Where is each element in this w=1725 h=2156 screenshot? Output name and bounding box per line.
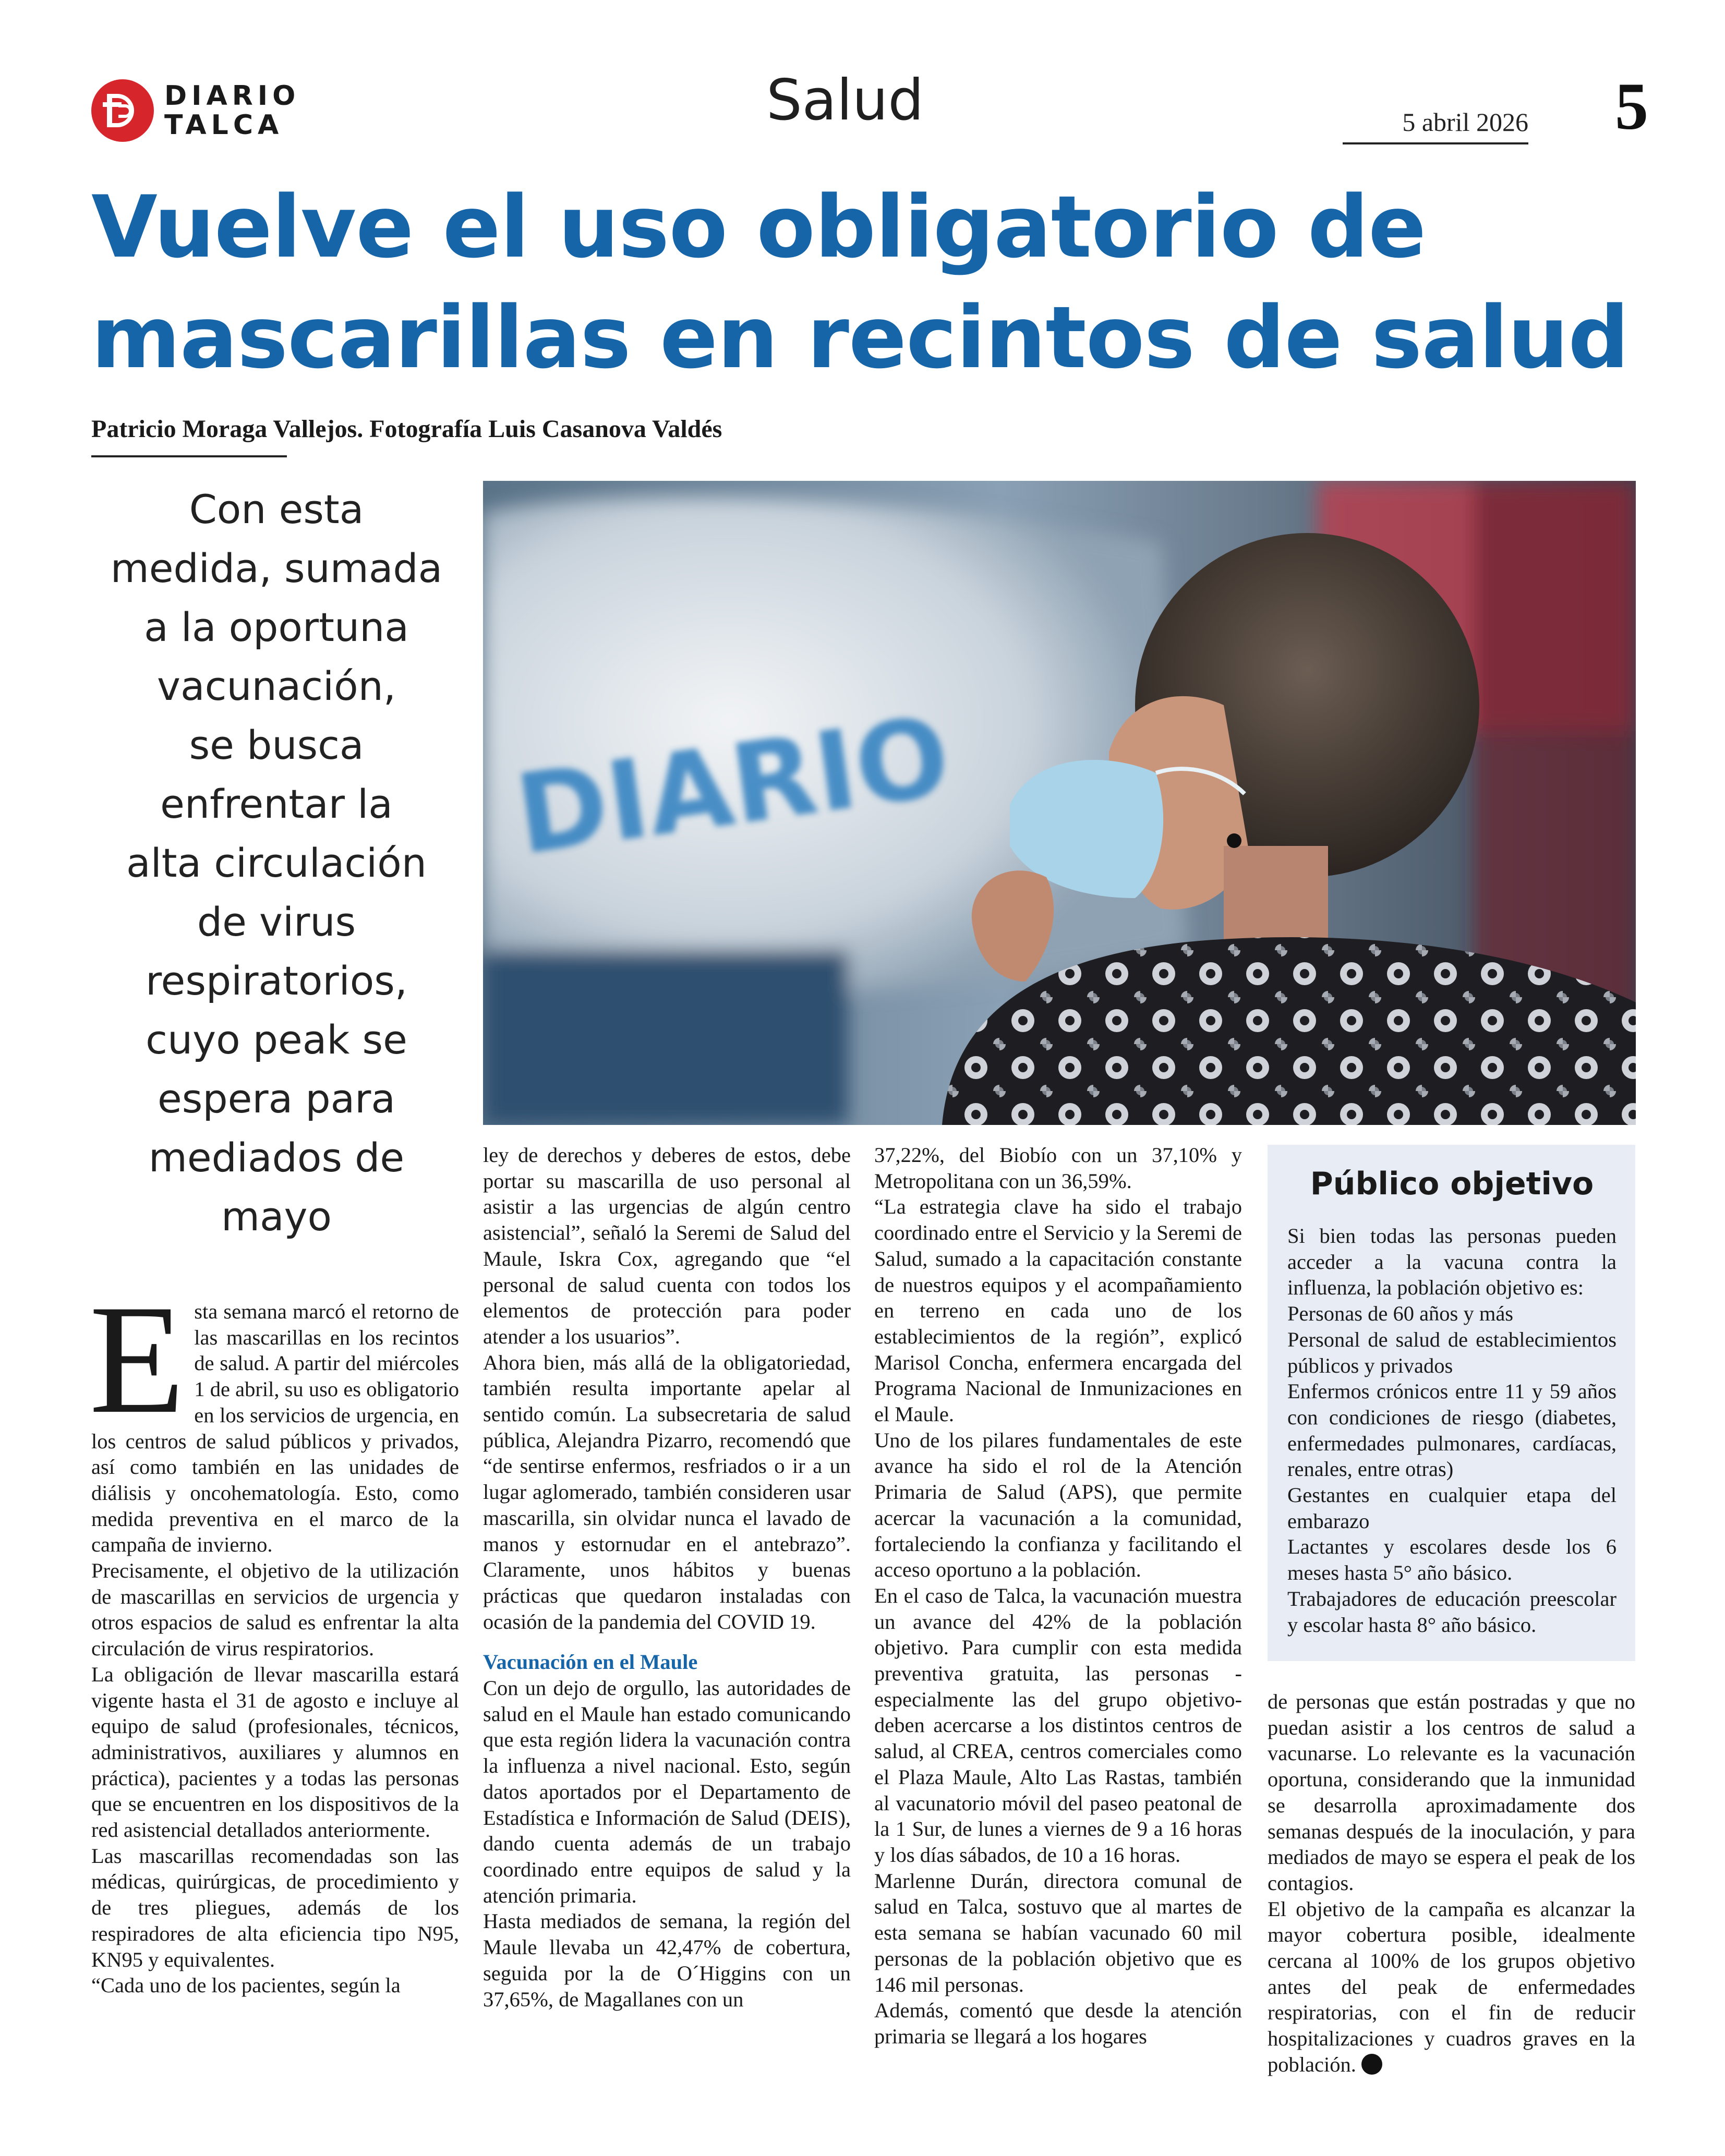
diario-talca-logo (91, 78, 310, 146)
lead-text: sta semana marcó el retorno de las mascarillas en los recintos de salud. A partir del miércoles 1 de abril, su uso es obligatorio en los servicios de urgencia, en los centros de salud públicos y privados, así como también en las unidades de diálisis y oncohematología. Esto, como medida preventiva en el marco de la campaña de invierno. (91, 1300, 459, 1557)
article-paragraph: Las mascarillas recomendadas son las médicas, quirúrgicas, de procedimiento y de tres pliegues, además de los respiradores de alta eficiencia tipo N95, KN95 y equivalentes. (91, 1844, 459, 1971)
pull-quote-line: medida, sumada (110, 545, 443, 591)
article-paragraph (1268, 1896, 1635, 2078)
section-title: Salud (766, 68, 924, 133)
sidebar-item: Trabajadores de educación preescolar y escolar hasta 8° año básico. (1287, 1586, 1617, 1637)
article-paragraph: Ahora bien, más allá de la obligatoriedad, también resulta importante apelar al sentido común. La subsecretaria de salud pública, Alejandra Pizarro, recomendó que “de sentirse enfermos, resfriados o ir a un lugar aglomerado, también consideren usar mascarilla, sin olvidar nunca el lavado de manos y estornudar en el antebrazo”. Claramente, unos hábitos y buenas prácticas que quedaron instaladas con ocasión de la pandemia del COVID 19. (483, 1350, 851, 1633)
sidebar-body (1287, 1223, 1617, 1638)
article-paragraph: “Cada uno de los pacientes, según la (91, 1973, 401, 1997)
sidebar-intro: Si bien todas las personas pueden acceder a la vacuna contra la influenza, la población objetivo es: (1287, 1224, 1617, 1300)
byline-divider (91, 455, 287, 457)
pull-quote-line: mediados de (148, 1134, 405, 1181)
article-paragraph: En el caso de Talca, la vacunación muestra un avance del 42% de la población objetivo. Para cumplir con esta medida preventiva gratuita, las personas -especialmente las del grupo objetivo- deben acercarse a los distintos centros de salud, al CREA, centros comerciales como el Plaza Maule, Alto Las Rastas, también al vacunatorio móvil del paseo peatonal de la 1 Sur, de lunes a viernes de 9 a 16 horas y los días sábados, de 10 a 16 horas. (874, 1583, 1242, 1867)
pull-quote-line: mayo (221, 1193, 332, 1240)
headline-line-1: Vuelve el uso obligatorio de (91, 177, 1426, 277)
issue-date: 5 abril 2026 (1343, 107, 1528, 144)
sidebar-title: Público objetivo (1310, 1166, 1594, 1202)
article-paragraph: La obligación de llevar mascarilla estará vigente hasta el 31 de agosto e incluye al equipo de salud (profesionales, técnicos, administrativos, auxiliares y alumnos en práctica), pacientes y a todas las personas que se encuentren en los dispositivos de la red asistencial detallados anteriormente. (91, 1662, 459, 1842)
sidebar-item: Personal de salud de establecimientos públicos y privados (1287, 1327, 1617, 1377)
pull-quote-line: alta circulación (126, 840, 427, 886)
sidebar-box (1268, 1145, 1635, 1661)
article-column-1 (89, 1273, 459, 1998)
sidebar-item: Enfermos crónicos entre 11 y 59 años con condiciones de riesgo (diabetes, enfermedades pulmonares, cardíacas, renales, entre otras) (1287, 1379, 1617, 1481)
logo-line-2: TALCA (164, 110, 284, 141)
logo-wordmark (164, 81, 300, 140)
diario-talca-d-logo-icon (91, 79, 154, 142)
pull-quote-line: a la oportuna (144, 604, 409, 650)
article-paragraph: Precisamente, el objetivo de la utilización de mascarillas en servicios de urgencia y otros espacios de salud es enfrentar la alta circulación de virus respiratorios. (91, 1559, 459, 1661)
pull-quote-line: cuyo peak se (146, 1016, 407, 1063)
article-paragraph: 37,22%, del Biobío con un 37,10% y Metropolitana con un 36,59%. (874, 1143, 1242, 1193)
article-column-2 (483, 1142, 851, 2012)
article-column-3 (874, 1142, 1242, 2050)
pull-quote-line: vacunación, (157, 663, 396, 709)
article-paragraph: Además, comentó que desde la atención primaria se llegará a los hogares (874, 1998, 1242, 2048)
article-column-4 (1268, 1689, 1635, 2078)
article-paragraph: ley de derechos y deberes de estos, debe portar su mascarilla de uso personal al asistir a las urgencias de algún centro asistencial”, señaló la Seremi de Salud del Maule, Iskra Cox, agregando que “el personal de salud cuenta con todos los elementos de protección para poder atender a los usuarios”. (483, 1143, 851, 1348)
article-paragraph: “La estrategia clave ha sido el trabajo coordinado entre el Servicio y la Seremi de Salud, sumado a la capacitación constante de nuestros equipos y el acompañamiento en terreno en cada uno de los establecimientos de la región”, explicó Marisol Concha, enfermera encargada del Programa Nacional de Inmunizaciones en el Maule. (874, 1195, 1242, 1426)
article-paragraph: Con un dejo de orgullo, las autoridades de salud en el Maule han estado comunicando que esta región lidera la vacunación contra la influenza a nivel nacional. Esto, según datos aportados por el Departamento de Estadística e Información de Salud (DEIS), dando cuenta además de un trabajo coordinado entre equipos de salud y la atención primaria. (483, 1676, 851, 1907)
pull-quote-line: se busca (189, 722, 364, 768)
closing-text: El objetivo de la campaña es alcanzar la mayor cobertura posible, idealmente cercana al 100% de los grupos objetivo antes del peak de enfermedades respiratorias, con el fin de reducir hospitalizaciones y cuadros graves en la población. (1268, 1897, 1635, 2076)
article-paragraph: Marlenne Durán, directora comunal de salud en Talca, sostuvo que al martes de esta semana se habían vacunado 60 mil personas de la población objetivo que es 146 mil personas. (874, 1869, 1242, 1996)
drop-cap: E (89, 1273, 185, 1446)
photo-banner-text: DIARIO (509, 692, 957, 879)
pull-quote-line: enfrentar la (160, 781, 393, 827)
pull-quote-line: respiratorios, (145, 958, 407, 1004)
pull-quote-line: de virus (197, 899, 356, 945)
sidebar-item: Gestantes en cualquier etapa del embarazo (1287, 1483, 1617, 1533)
logo-line-1: DIARIO (164, 80, 300, 112)
article-byline: Patricio Moraga Vallejos. Fotografía Luis Casanova Valdés (91, 415, 722, 443)
page-number: 5 (1615, 69, 1648, 143)
sidebar-item: Lactantes y escolares desde los 6 meses hasta 5° año básico. (1287, 1535, 1617, 1585)
bullet-dot-icon (1361, 2054, 1382, 2075)
headline-line-2: mascarillas en recintos de salud (91, 288, 1629, 387)
article-paragraph: de personas que están postradas y que no puedan asistir a los centros de salud a vacunarse. Lo relevante es la vacunación oportuna, considerando que la inmunidad se desarrolla aproximadamente dos semanas después de la inoculación, y para mediados de mayo se espera el peak de los contagios. (1268, 1690, 1635, 1895)
article-paragraph (89, 1273, 459, 1558)
pull-quote (89, 480, 464, 1246)
article-paragraph: Uno de los pilares fundamentales de este avance ha sido el rol de la Atención Primaria de Salud (APS), que permite acercar la vacunación a la comunidad, fortaleciendo la confianza y facilitando el acceso oportuno a la población. (874, 1428, 1242, 1582)
article-paragraph: Hasta mediados de semana, la región del Maule llevaba un 42,47% de cobertura, seguida por la de O´Higgins con un 37,65%, de Magallanes con un (483, 1909, 851, 2011)
sidebar-item: Personas de 60 años y más (1287, 1302, 1514, 1326)
pull-quote-line: espera para (158, 1075, 395, 1122)
pull-quote-line: Con esta (189, 486, 364, 532)
section-subheading: Vacunación en el Maule (483, 1650, 698, 1674)
article-headline (91, 172, 1656, 393)
article-photo (483, 481, 1636, 1125)
